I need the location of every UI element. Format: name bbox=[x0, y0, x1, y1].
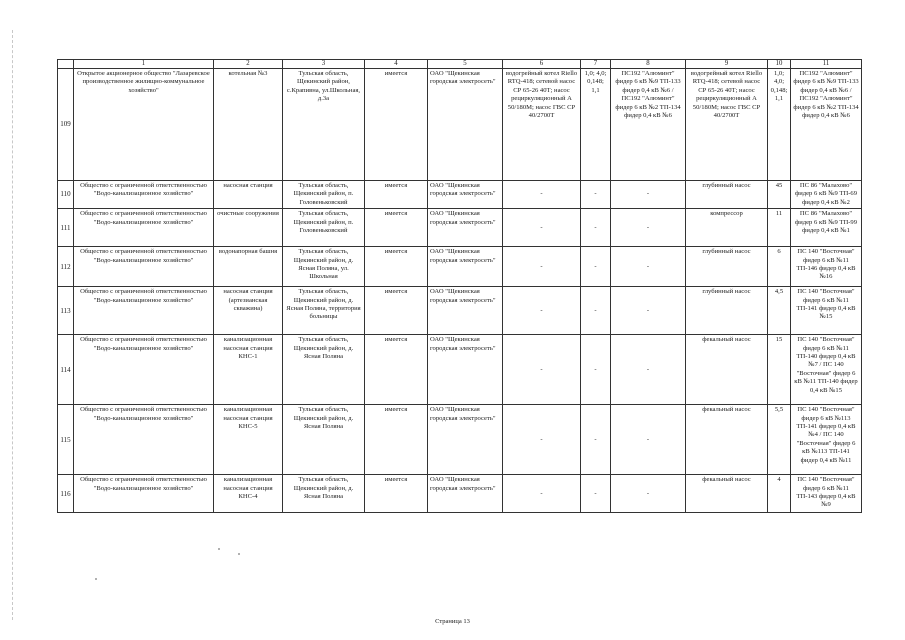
org-cell: Общество с ограниченной ответственностью "Водо-канализационное хозяйство" bbox=[74, 247, 214, 287]
grid-cell: ОАО "Щекинская городская электросеть" bbox=[428, 247, 503, 287]
feeder2-cell: ПС 140 "Восточная" фидер 6 кВ №11 ТП-140 фидер 0,4 кВ №7 / ПС 140 "Восточная" фидер 6 кВ №11 ТП-140 фидер 0,4 кВ №15 bbox=[791, 335, 862, 405]
feeder2-cell: ПС 140 "Восточная" фидер 6 кВ №11 ТП-146 фидер 0,4 кВ №16 bbox=[791, 247, 862, 287]
address-cell: Тульская область, Щекинский район, п. Головеньковский bbox=[283, 181, 365, 209]
header-cell: 1 bbox=[74, 60, 214, 69]
status-cell: имеется bbox=[365, 69, 428, 181]
status-cell: имеется bbox=[365, 475, 428, 513]
binding-margin-dots bbox=[12, 30, 15, 620]
registry-table bbox=[57, 59, 862, 513]
header-cell: 11 bbox=[791, 60, 862, 69]
status-cell: имеется bbox=[365, 181, 428, 209]
address-cell: Тульская область, Щекинский район, д. Ясная Поляна bbox=[283, 475, 365, 513]
org-cell: Общество с ограниченной ответственностью "Водо-канализационное хозяйство" bbox=[74, 209, 214, 247]
feeder2-cell: ПС 140 "Восточная" фидер 6 кВ №11 ТП-141 фидер 0,4 кВ №15 bbox=[791, 287, 862, 335]
grid-cell: ОАО "Щекинская городская электросеть" bbox=[428, 181, 503, 209]
power-cell: - bbox=[581, 209, 611, 247]
address-cell: Тульская область, Щекинский район, д. Ясная Поляна, территория больницы bbox=[283, 287, 365, 335]
object-cell: насосная станция bbox=[214, 181, 283, 209]
feeder2-cell: ПС 140 "Восточная" фидер 6 кВ №11 ТП-143 фидер 0,4 кВ №9 bbox=[791, 475, 862, 513]
object-cell: котельная №3 bbox=[214, 69, 283, 181]
header-cell: 3 bbox=[283, 60, 365, 69]
object-cell: водонапорная башня bbox=[214, 247, 283, 287]
status-cell: имеется bbox=[365, 247, 428, 287]
equipment-cell: - bbox=[503, 247, 581, 287]
status-cell: имеется bbox=[365, 405, 428, 475]
org-cell: Общество с ограниченной ответственностью "Водо-канализационное хозяйство" bbox=[74, 405, 214, 475]
header-cell: 6 bbox=[503, 60, 581, 69]
object-cell: канализационная насосная станция КНС-5 bbox=[214, 405, 283, 475]
scan-speck bbox=[95, 578, 97, 580]
grid-cell: ОАО "Щекинская городская электросеть" bbox=[428, 287, 503, 335]
grid-cell: ОАО "Щекинская городская электросеть" bbox=[428, 335, 503, 405]
header-cell: 10 bbox=[768, 60, 791, 69]
address-cell: Тульская область, Щекинский район, д. Ясная Поляна bbox=[283, 405, 365, 475]
power2-cell: 5,5 bbox=[768, 405, 791, 475]
status-cell: имеется bbox=[365, 287, 428, 335]
power-cell: - bbox=[581, 181, 611, 209]
row-number: 114 bbox=[58, 335, 74, 405]
table-row bbox=[58, 247, 862, 287]
feeder-cell: - bbox=[611, 247, 686, 287]
equipment2-cell: фекальный насос bbox=[686, 405, 768, 475]
header-cell: 9 bbox=[686, 60, 768, 69]
org-cell: Общество с ограниченной ответственностью "Водо-канализационное хозяйство" bbox=[74, 475, 214, 513]
row-number: 113 bbox=[58, 287, 74, 335]
address-cell: Тульская область, Щекинский район, с.Крапивна, ул.Школьная, д.3а bbox=[283, 69, 365, 181]
header-cell: 4 bbox=[365, 60, 428, 69]
power2-cell: 11 bbox=[768, 209, 791, 247]
org-cell: Общество с ограниченной ответственностью "Водо-канализационное хозяйство" bbox=[74, 181, 214, 209]
table-row bbox=[58, 209, 862, 247]
equipment2-cell: компрессор bbox=[686, 209, 768, 247]
equipment-cell: - bbox=[503, 181, 581, 209]
table-row bbox=[58, 475, 862, 513]
equipment-cell: - bbox=[503, 287, 581, 335]
header-cell: 2 bbox=[214, 60, 283, 69]
row-number: 112 bbox=[58, 247, 74, 287]
feeder-cell: - bbox=[611, 181, 686, 209]
org-cell: Общество с ограниченной ответственностью "Водо-канализационное хозяйство" bbox=[74, 335, 214, 405]
equipment-cell: - bbox=[503, 405, 581, 475]
power-cell: - bbox=[581, 335, 611, 405]
feeder2-cell: ПС 86 "Малахово" фидер 6 кВ №9 ТП-99 фидер 0,4 кВ №1 bbox=[791, 209, 862, 247]
object-cell: канализационная насосная станция КНС-1 bbox=[214, 335, 283, 405]
equipment-cell: - bbox=[503, 335, 581, 405]
power2-cell: 15 bbox=[768, 335, 791, 405]
power-cell: - bbox=[581, 247, 611, 287]
feeder-cell: - bbox=[611, 287, 686, 335]
equipment2-cell: фекальный насос bbox=[686, 335, 768, 405]
equipment-cell: водогрейный котел Riello RTQ-418; сетевой насос СР 65-26 40Т; насос рециркуляционный А 50/180М; насос ГВС СР 40/2700Т bbox=[503, 69, 581, 181]
address-cell: Тульская область, Щекинский район, д. Ясная Поляна bbox=[283, 335, 365, 405]
feeder-cell: - bbox=[611, 209, 686, 247]
row-number: 115 bbox=[58, 405, 74, 475]
feeder2-cell: ПС 86 "Малахово" фидер 6 кВ №9 ТП-69 фидер 0,4 кВ №2 bbox=[791, 181, 862, 209]
feeder2-cell: ПС 140 "Восточная" фидер 6 кВ №113 ТП-141 фидер 0,4 кВ №4 / ПС 140 "Восточная" фидер 6 кВ №113 ТП-141 фидер 0,4 кВ №11 bbox=[791, 405, 862, 475]
header-cell: 5 bbox=[428, 60, 503, 69]
equipment-cell: - bbox=[503, 209, 581, 247]
column-number-row bbox=[58, 60, 862, 69]
feeder2-cell: ПС192 "Алюминт" фидер 6 кВ №9 ТП-133 фидер 0,4 кВ №6 / ПС192 "Алюминт" фидер 6 кВ №2 ТП-134 фидер 0,4 кВ №6 bbox=[791, 69, 862, 181]
power2-cell: 45 bbox=[768, 181, 791, 209]
feeder-cell: - bbox=[611, 475, 686, 513]
address-cell: Тульская область, Щекинский район, п. Головеньковский bbox=[283, 209, 365, 247]
table-row bbox=[58, 405, 862, 475]
page-footer: Страница 13 bbox=[435, 618, 470, 625]
power2-cell: 4 bbox=[768, 475, 791, 513]
power-cell: - bbox=[581, 287, 611, 335]
row-number: 111 bbox=[58, 209, 74, 247]
row-number: 109 bbox=[58, 69, 74, 181]
equipment2-cell: глубинный насос bbox=[686, 181, 768, 209]
status-cell: имеется bbox=[365, 209, 428, 247]
table-row bbox=[58, 335, 862, 405]
header-cell: 8 bbox=[611, 60, 686, 69]
grid-cell: ОАО "Щекинская городская электросеть" bbox=[428, 69, 503, 181]
scan-speck bbox=[238, 553, 240, 555]
equipment2-cell: фекальный насос bbox=[686, 475, 768, 513]
object-cell: канализационная насосная станция КНС-4 bbox=[214, 475, 283, 513]
power-cell: - bbox=[581, 405, 611, 475]
org-cell: Открытое акционерное общество "Лазаревское производственное жилищно-коммунальное хозяйство" bbox=[74, 69, 214, 181]
feeder-cell: - bbox=[611, 405, 686, 475]
power-cell: - bbox=[581, 475, 611, 513]
row-number: 116 bbox=[58, 475, 74, 513]
scan-speck bbox=[218, 548, 220, 550]
object-cell: очистные сооружения bbox=[214, 209, 283, 247]
feeder-cell: - bbox=[611, 335, 686, 405]
address-cell: Тульская область, Щекинский район, д. Ясная Поляна, ул. Школьная bbox=[283, 247, 365, 287]
table-body bbox=[58, 60, 862, 513]
header-cell bbox=[58, 60, 74, 69]
feeder-cell: ПС192 "Алюминт" фидер 6 кВ №9 ТП-133 фидер 0,4 кВ №6 / ПС192 "Алюминт" фидер 6 кВ №2 ТП-134 фидер 0,4 кВ №6 bbox=[611, 69, 686, 181]
equipment2-cell: глубинный насос bbox=[686, 247, 768, 287]
header-cell: 7 bbox=[581, 60, 611, 69]
equipment-cell: - bbox=[503, 475, 581, 513]
power2-cell: 1,0; 4,0; 0,148; 1,1 bbox=[768, 69, 791, 181]
status-cell: имеется bbox=[365, 335, 428, 405]
grid-cell: ОАО "Щекинская городская электросеть" bbox=[428, 475, 503, 513]
object-cell: насосная станция (артезианская скважина) bbox=[214, 287, 283, 335]
equipment2-cell: глубинный насос bbox=[686, 287, 768, 335]
table-row bbox=[58, 181, 862, 209]
grid-cell: ОАО "Щекинская городская электросеть" bbox=[428, 405, 503, 475]
org-cell: Общество с ограниченной ответственностью "Водо-канализационное хозяйство" bbox=[74, 287, 214, 335]
table-row bbox=[58, 69, 862, 181]
table-row bbox=[58, 287, 862, 335]
row-number: 110 bbox=[58, 181, 74, 209]
grid-cell: ОАО "Щекинская городская электросеть" bbox=[428, 209, 503, 247]
power-cell: 1,0; 4,0; 0,148; 1,1 bbox=[581, 69, 611, 181]
power2-cell: 6 bbox=[768, 247, 791, 287]
power2-cell: 4,5 bbox=[768, 287, 791, 335]
equipment2-cell: водогрейный котел Riello RTQ-418; сетевой насос СР 65-26 40Т; насос рециркуляционный А 50/180М; насос ГВС СР 40/2700Т bbox=[686, 69, 768, 181]
